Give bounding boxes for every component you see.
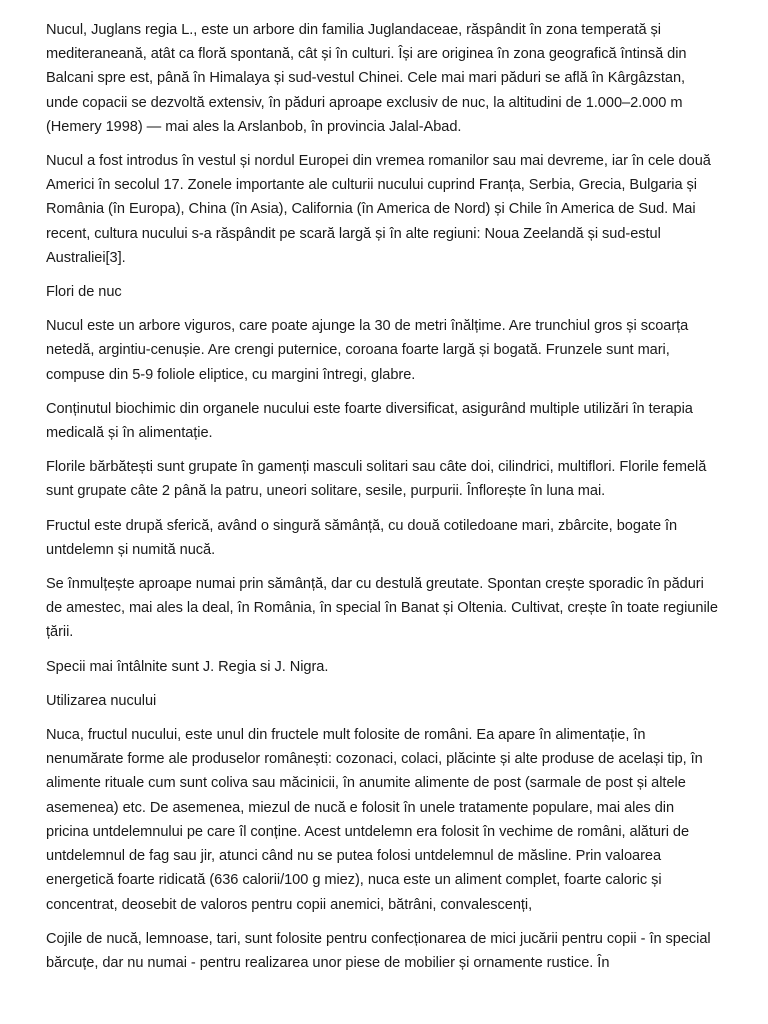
- paragraph-shells: Cojile de nucă, lemnoase, tari, sunt folosite pentru confecționarea de mici jucării pentru copii - în special bărcuțe, dar nu numai - pentru realizarea unor piese de mobilier și ornamente rustice. În: [46, 930, 711, 971]
- heading-uses: Utilizarea nucului: [46, 692, 157, 709]
- paragraph-description: Nucul este un arbore viguros, care poate ajunge la 30 de metri înălțime. Are trunchiul gros și scoarța netedă, argintiu-cenușie. Are crengi puternice, coroana foarte largă și bogată. Frunzele sunt mari, compuse din 5-9 foliole eliptice, cu margini întregi, glabre.: [46, 318, 689, 383]
- paragraph-species: Specii mai întâlnite sunt J. Regia si J. Nigra.: [46, 658, 329, 675]
- paragraph-nut-uses: Nuca, fructul nucului, este unul din fructele mult folosite de români. Ea apare în alimentație, în nenumărate forme ale produselor românești: cozonaci, colaci, plăcinte și alte produse de același tip, în alimente rituale cum sunt coliva sau măcinicii, în anumite alimente de post (sarmale de post și altele asemenea) etc. De asemenea, miezul de nucă e folosit în unele tratamente populare, mai ales din pricina untdelemnului pe care îl conține. Acest untdelemn era folosit în vechime de români, alături de untdelemnul de fag sau jir, atunci când nu se putea folosi untdelemnul de măsline. Prin valoarea energetică foarte ridicată (636 calorii/100 g miez), nuca este un aliment complet, foarte caloric și concentrat, deosebit de valoros pentru copii anemici, bătrâni, convalescenți,: [46, 727, 703, 913]
- heading-flowers: Flori de nuc: [46, 284, 122, 301]
- paragraph-flowers: Florile bărbătești sunt grupate în gamenți masculi solitari sau câte doi, cilindrici, multiflori. Florile femelă sunt grupate câte 2 până la patru, uneori solitare, sesile, purpurii. Înflorește în luna mai.: [46, 459, 707, 500]
- paragraph-origin: Nucul, Juglans regia L., este un arbore din familia Juglandaceae, răspândit în zona temperată și mediteraneană, atât ca floră spontană, cât și în culturi. Își are originea în zona geografică întinsă din Balcani spre est, până în Himalaya și sud-vestul Chinei. Cele mai mari păduri se află în Kârgâzstan, unde copacii se dezvoltă extensiv, în păduri aproape exclusiv de nuc, la altitudini de 1.000–2.000 m (Hemery 1998) — mai ales la Arslanbob, în provincia Jalal-Abad.: [46, 22, 687, 135]
- paragraph-biochemistry: Conținutul biochimic din organele nucului este foarte diversificat, asigurând multiple utilizări în terapia medicală și în alimentație.: [46, 400, 693, 442]
- paragraph-introduction: Nucul a fost introdus în vestul și nordul Europei din vremea romanilor sau mai devreme, iar în cele două Americi în secolul 17. Zonele importante ale culturii nucului cuprind Franța, Serbia, Grecia, Bulgaria și România (în Europa), China (în Asia), California (în America de Nord) și Chile în America de Sud. Mai recent, cultura nucului s-a răspândit pe scară largă și în alte regiuni: Noua Zeelandă și sud-estul Australiei[3].: [46, 153, 711, 266]
- paragraph-propagation: Se înmulțește aproape numai prin sămânță, dar cu destulă greutate. Spontan crește sporadic în păduri de amestec, mai ales la deal, în România, în special în Banat și Oltenia. Cultivat, crește în toate regiunile țării.: [46, 576, 718, 641]
- paragraph-fruit: Fructul este drupă sferică, având o singură sămânță, cu două cotiledoane mari, zbârcite, bogate în untdelemn și numită nucă.: [46, 517, 678, 558]
